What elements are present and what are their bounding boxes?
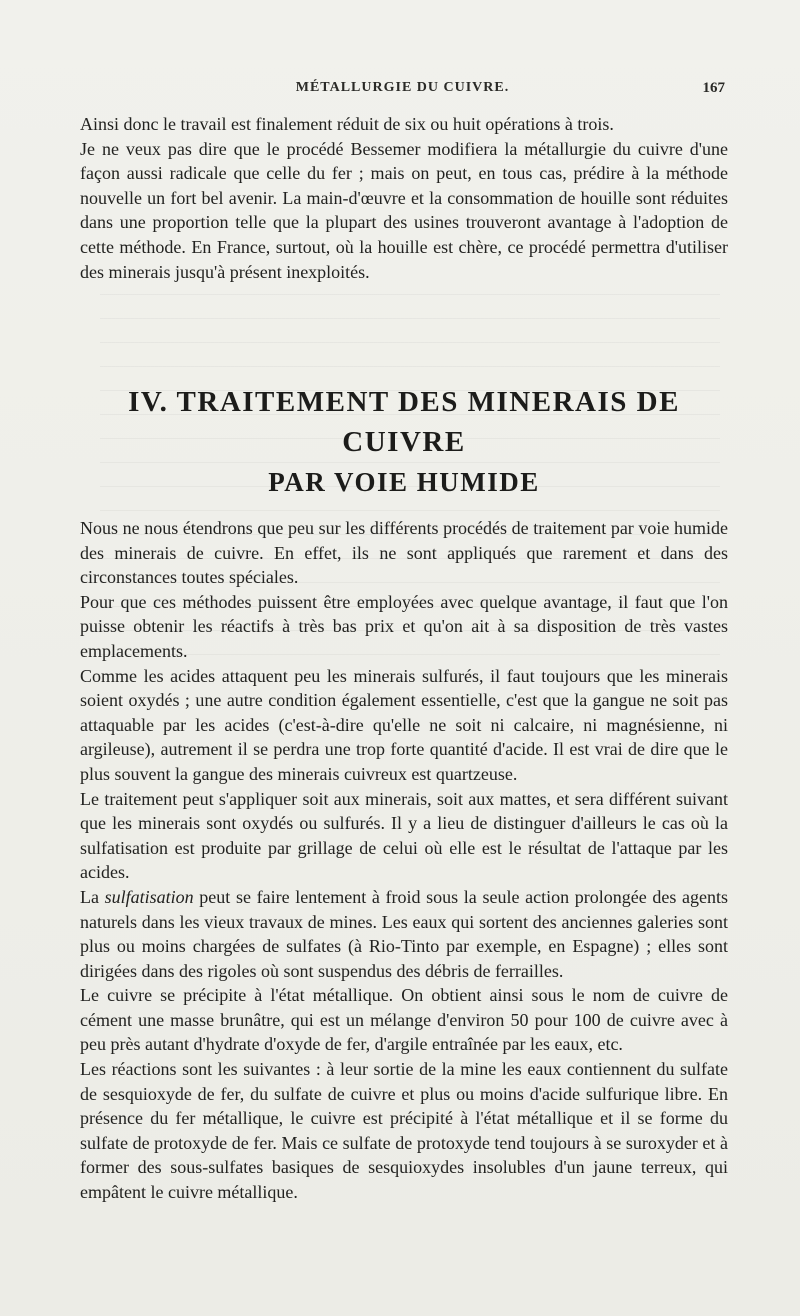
paragraph: Je ne veux pas dire que le procédé Bessemer modifiera la métallurgie du cuivre d'une façon aussi radicale que celle du fer ; mais on peut, en tous cas, prédire à la méthode nouvelle un fort bel avenir. La main-d'œuvre et la consommation de houille sont réduites dans une proportion telle que la plupart des usines trouveront avantage à l'adoption de cette méthode. En France, surtout, où la houille est chère, ce procédé permettra d'utiliser des minerais jusqu'à présent inexploités.: [80, 138, 728, 282]
opening-paragraphs: [80, 112, 728, 284]
section-heading-line2: PAR VOIE HUMIDE: [268, 467, 540, 497]
running-head: [80, 80, 725, 102]
paragraph: Le traitement peut s'appliquer soit aux minerais, soit aux mattes, et sera différent suivant que les minerais sont oxydés ou sulfurés. Il y a lieu de distinguer d'ailleurs le cas où la sulfatisation est produite par grillage de celui où elle est le résultat de l'attaque par les acides.: [80, 788, 728, 883]
paragraph-rest: peut se faire lentement à froid sous la seule action prolongée des agents naturels dans les vieux travaux de mines. Les eaux qui sortent des anciennes galeries sont plus ou moins chargées de sulfates (à Rio-Tinto par exemple, en Espagne) ; elles sont dirigées dans des rigoles où sont suspendus des débris de ferrailles.: [80, 886, 728, 981]
paragraph: Comme les acides attaquent peu les minerais sulfurés, il faut toujours que les minerais soient oxydés ; une autre condition également essentielle, c'est que la gangue ne soit pas attaquable par les acides (c'est-à-dire qu'elle ne soit ni calcaire, ni magnésienne, ni argileuse), autrement il se perdra une trop forte quantité d'acide. Il est vrai de dire que le plus souvent la gangue des minerais cuivreux est quartzeuse.: [80, 665, 728, 784]
section-heading: [80, 382, 728, 502]
paragraph: [80, 885, 728, 983]
paragraph: Le cuivre se précipite à l'état métallique. On obtient ainsi sous le nom de cuivre de cément une masse brunâtre, qui est un mélange d'environ 50 pour 100 de cuivre avec à peu près autant d'hydrate d'oxyde de fer, d'argile entraînée par les eaux, etc.: [80, 985, 728, 1055]
paragraph: Les réactions sont les suivantes : à leur sortie de la mine les eaux contiennent du sulfate de sesquioxyde de fer, du sulfate de cuivre et plus ou moins d'acide sulfurique libre. En présence du fer métallique, le cuivre est précipité à l'état métallique et il se forme du sulfate de protoxyde de fer. Mais ce sulfate de protoxyde tend toujours à se suroxyder et à former des sous-sulfates basiques de sesquioxydes insolubles d'un jaune terreux, qui empâtent le cuivre métallique.: [80, 1059, 728, 1203]
paragraph: Pour que ces méthodes puissent être employées avec quelque avantage, il faut que l'on puisse obtenir les réactifs à très bas prix et qu'on ait à sa disposition de très vastes emplacements.: [80, 591, 728, 661]
italic-term: sulfatisation: [104, 886, 194, 907]
section-body: [80, 516, 728, 1205]
section-heading-line1: IV. TRAITEMENT DES MINERAIS DE CUIVRE: [128, 386, 680, 458]
page-number: 167: [702, 80, 725, 96]
paragraph: Ainsi donc le travail est finalement réduit de six ou huit opérations à trois.: [80, 114, 614, 134]
running-title: MÉTALLURGIE DU CUIVRE.: [295, 80, 510, 95]
paragraph: Nous ne nous étendrons que peu sur les différents procédés de traitement par voie humide des minerais de cuivre. En effet, ils ne sont appliqués que rarement et dans des circonstances toutes spéciales.: [80, 518, 728, 588]
paragraph-lead: La: [80, 886, 105, 907]
